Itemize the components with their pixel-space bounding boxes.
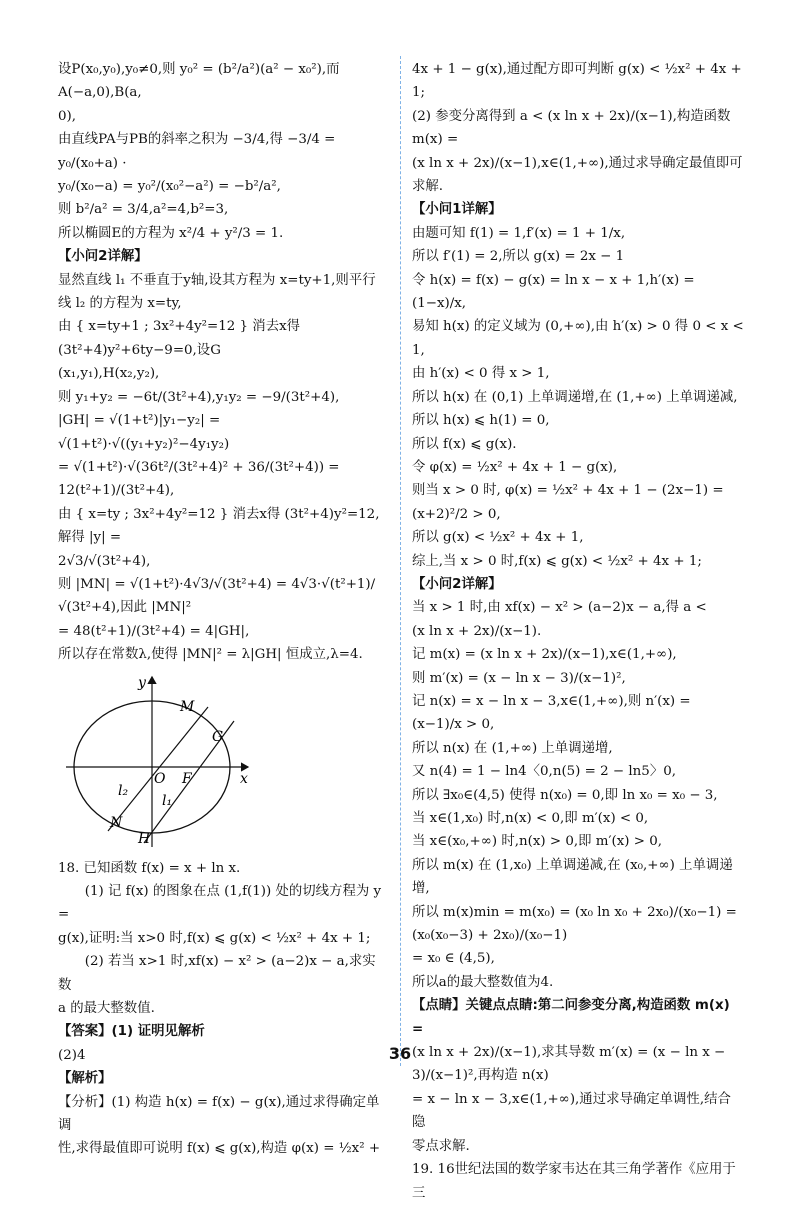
text-line: (x ln x + 2x)/(x−1). — [412, 623, 542, 639]
label-y: y — [138, 674, 146, 691]
label-line-l2: l₂ — [118, 782, 129, 799]
text-line: 2√3/√(3t²+4), — [58, 553, 151, 569]
line-l2 — [108, 707, 208, 831]
text-line: 所以 n(x) 在 (1,+∞) 上单调递增, — [412, 740, 613, 756]
text-line: 当 x∈(1,x₀) 时,n(x) < 0,即 m′(x) < 0, — [412, 811, 649, 826]
label-point-m: M — [180, 698, 195, 715]
text-line: 显然直线 l₁ 不垂直于y轴,设其方程为 x=ty+1,则平行 — [58, 272, 376, 288]
text-line: 4x + 1 − g(x),通过配方即可判断 g(x) < ½x² + 4x + 1; — [412, 62, 742, 101]
text-line: (x ln x + 2x)/(x−1),求其导数 m′(x) = (x − ln x − 3)/(x−1)²,再构造 n(x) — [412, 1045, 726, 1084]
text-line: 当 x∈(x₀,+∞) 时,n(x) > 0,即 m′(x) > 0, — [412, 834, 663, 850]
text-line: y₀/(x₀−a) = y₀²/(x₀²−a²) = −b²/a², — [58, 179, 281, 195]
text-line: 记 n(x) = x − ln x − 3,x∈(1,+∞),则 n′(x) = (x−1)/x > 0, — [412, 693, 691, 733]
ellipse-figure — [64, 671, 264, 851]
answer-heading: 【答案】(1) 证明见解析 — [58, 1024, 205, 1040]
text-line: 0), — [58, 108, 77, 124]
label-x: x — [240, 770, 248, 787]
text-line: = 48(t²+1)/(3t²+4) = 4|GH|, — [58, 623, 250, 639]
text-line: (1) 记 f(x) 的图象在点 (1,f(1)) 处的切线方程为 y = — [58, 883, 382, 923]
text-line: g(x),证明:当 x>0 时,f(x) ⩽ g(x) < ½x² + 4x + 1; — [58, 930, 371, 946]
label-focus-f: F — [182, 770, 192, 787]
text-line: 记 m(x) = (x ln x + 2x)/(x−1),x∈(1,+∞), — [412, 647, 677, 663]
text-line: 所以 m(x) 在 (1,x₀) 上单调递减,在 (x₀,+∞) 上单调递 — [412, 857, 733, 873]
text-line: (x ln x + 2x)/(x−1),x∈(1,+∞),通过求导确定最值即可求解. — [412, 155, 743, 195]
text-line: = x − ln x − 3,x∈(1,+∞),通过求导确定单调性,结合隐 — [412, 1091, 731, 1131]
text-line: |GH| = √(1+t²)|y₁−y₂| = √(1+t²)·√((y₁+y₂)²−4y₁y₂) — [58, 413, 230, 452]
text-line: (x₁,y₁),H(x₂,y₂), — [58, 366, 160, 382]
text-line: 由 { x=ty+1 ; 3x²+4y²=12 } 消去x得 (3t²+4)y²+6ty−9=0,设G — [58, 319, 301, 358]
column-divider — [400, 56, 401, 1066]
text-line: (x+2)²/2 > 0, — [412, 506, 501, 522]
text-line: = √(1+t²)·√(36t²/(3t²+4)² + 36/(3t²+4)) = 12(t²+1)/(3t²+4), — [58, 459, 340, 499]
key-point-heading: 【点睛】关键点点睛:第二问参变分离,构造函数 m(x) = — [412, 998, 730, 1037]
text-line: 增, — [412, 881, 430, 897]
text-line: 设P(x₀,y₀),y₀≠0,则 y₀² = (b²/a²)(a² − x₀²),而A(−a,0),B(a, — [58, 62, 340, 101]
text-line: 所以 f(x) ⩽ g(x). — [412, 436, 517, 452]
text-line: 所以 ∃x₀∈(4,5) 使得 n(x₀) = 0,即 ln x₀ = x₀ − 3, — [412, 787, 718, 803]
label-origin: O — [154, 770, 166, 787]
right-column — [412, 58, 744, 1205]
text-line: 由 h′(x) < 0 得 x > 1, — [412, 366, 550, 382]
text-line: 所以a的最大整数值为4. — [412, 974, 554, 990]
left-column — [58, 58, 388, 1161]
label-line-l1: l₁ — [162, 792, 173, 809]
text-line: 则 b²/a² = 3/4,a²=4,b²=3, — [58, 202, 229, 218]
text-line: 则 m′(x) = (x − ln x − 3)/(x−1)², — [412, 670, 626, 686]
text-line: 则 y₁+y₂ = −6t/(3t²+4),y₁y₂ = −9/(3t²+4), — [58, 389, 340, 405]
text-line: 则当 x > 0 时, φ(x) = ½x² + 4x + 1 − (2x−1) = — [412, 483, 724, 499]
text-line: (2)4 — [58, 1047, 86, 1063]
text-line: 易知 h(x) 的定义域为 (0,+∞),由 h′(x) > 0 得 0 < x < 1, — [412, 319, 744, 358]
text-line: (2) 若当 x>1 时,xf(x) − x² > (a−2)x − a,求实数 — [58, 954, 376, 993]
text-line: 所以椭圆E的方程为 x²/4 + y²/3 = 1. — [58, 225, 284, 241]
text-line: 【分析】(1) 构造 h(x) = f(x) − g(x),通过求得确定单调 — [58, 1094, 380, 1134]
problem-title: 18. 已知函数 f(x) = x + ln x. — [58, 860, 241, 876]
text-line: 当 x > 1 时,由 xf(x) − x² > (a−2)x − a,得 a < — [412, 600, 707, 616]
text-line: 线 l₂ 的方程为 x=ty, — [58, 296, 182, 312]
text-line: a 的最大整数值. — [58, 1001, 155, 1016]
text-line: 又 n(4) = 1 − ln4〈0,n(5) = 2 − ln5〉0, — [412, 764, 676, 780]
text-line: 综上,当 x > 0 时,f(x) ⩽ g(x) < ½x² + 4x + 1; — [412, 553, 702, 569]
text-line: 所以存在常数λ,使得 |MN|² = λ|GH| 恒成立,λ=4. — [58, 647, 363, 663]
page-number: 36 — [388, 1044, 412, 1063]
text-line: 所以 f′(1) = 2,所以 g(x) = 2x − 1 — [412, 249, 625, 265]
text-line: 所以 g(x) < ½x² + 4x + 1, — [412, 530, 584, 546]
text-line: 性,求得最值即可说明 f(x) ⩽ g(x),构造 φ(x) = ½x² + — [58, 1141, 381, 1157]
text-line: 由直线PA与PB的斜率之积为 −3/4,得 −3/4 = y₀/(x₀+a) · — [58, 132, 336, 171]
label-point-n: N — [110, 814, 123, 831]
section-heading: 【小问1详解】 — [412, 202, 502, 218]
text-line: 零点求解. — [412, 1138, 470, 1154]
label-point-g: G — [212, 728, 224, 745]
text-line: 由 { x=ty ; 3x²+4y²=12 } 消去x得 (3t²+4)y²=12,解得 |y| = — [58, 506, 380, 546]
text-line: 令 h(x) = f(x) − g(x) = ln x − x + 1,h′(x) = (1−x)/x, — [412, 272, 695, 312]
section-heading: 【小问2详解】 — [412, 576, 502, 592]
text-line: (2) 参变分离得到 a < (x ln x + 2x)/(x−1),构造函数 m(x) = — [412, 108, 731, 148]
text-line: 令 φ(x) = ½x² + 4x + 1 − g(x), — [412, 459, 618, 475]
analysis-heading: 【解析】 — [58, 1071, 112, 1087]
text-line: 由题可知 f(1) = 1,f′(x) = 1 + 1/x, — [412, 225, 626, 241]
text-line: 所以 m(x)min = m(x₀) = (x₀ ln x₀ + 2x₀)/(x₀−1) = (x₀(x₀−3) + 2x₀)/(x₀−1) — [412, 904, 737, 944]
problem-title: 19. 16世纪法国的数学家韦达在其三角学著作《应用于三 — [412, 1162, 736, 1201]
text-line: = x₀ ∈ (4,5), — [412, 951, 495, 967]
text-line: 则 |MN| = √(1+t²)·4√3/√(3t²+4) = 4√3·√(t²+1)/√(3t²+4),因此 |MN|² — [58, 576, 376, 616]
label-point-h: H — [138, 830, 151, 847]
section-heading: 【小问2详解】 — [58, 249, 148, 265]
text-line: 所以 h(x) 在 (0,1) 上单调递增,在 (1,+∞) 上单调递减, — [412, 389, 738, 405]
text-line: 所以 h(x) ⩽ h(1) = 0, — [412, 413, 550, 429]
